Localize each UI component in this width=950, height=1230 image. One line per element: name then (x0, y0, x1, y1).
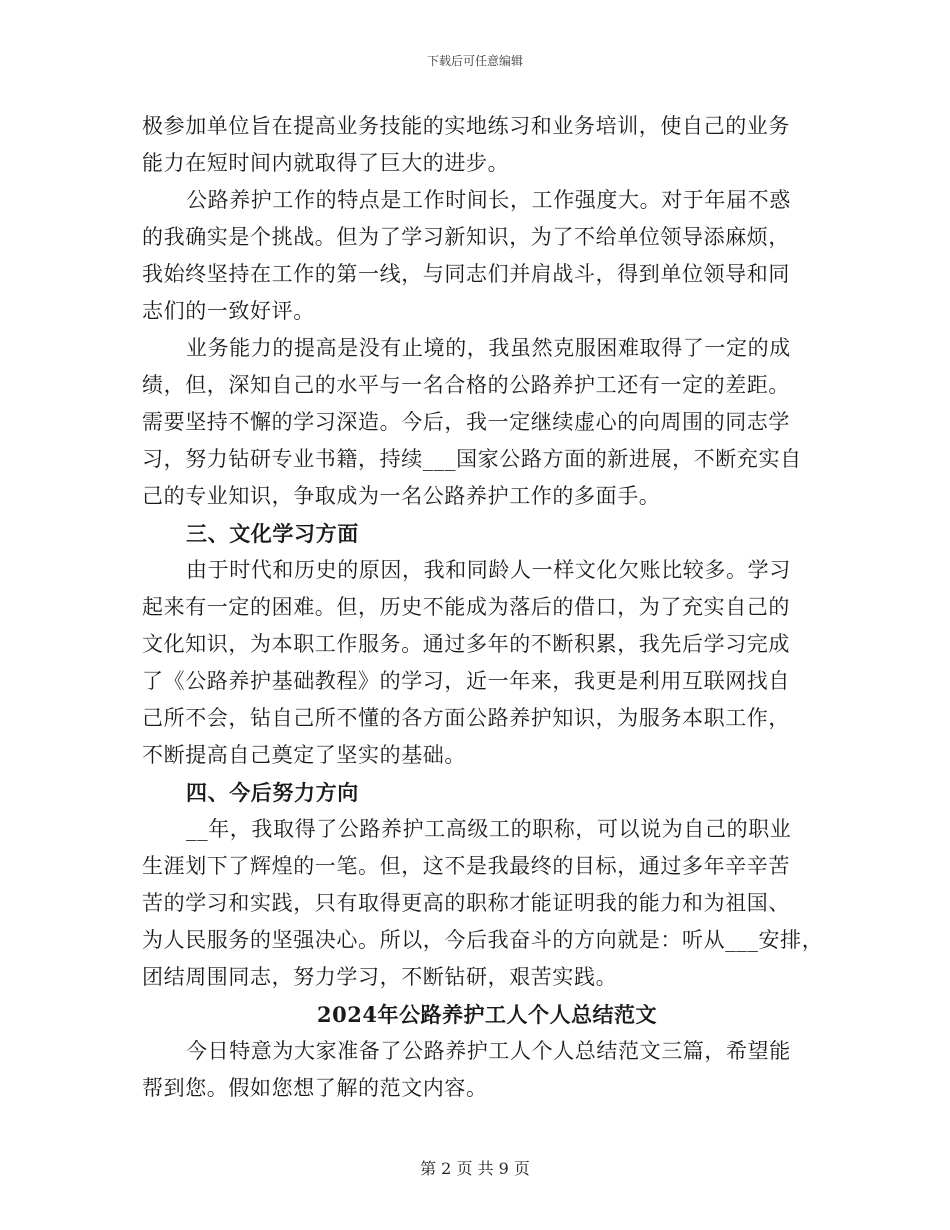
intro-text (142, 1033, 832, 1107)
text-line: 的我确实是个挑战。但为了学习新知识，为了不给单位领导添麻烦， (142, 225, 790, 249)
text-line: 业务能力的提高是没有止境的，我虽然克服困难取得了一定的成 (186, 336, 791, 360)
text-line: 极参加单位旨在提高业务技能的实地练习和业务培训，使自己的业务 (142, 114, 790, 138)
text-line: 今日特意为大家准备了公路养护工人个人总结范文三篇，希望能 (186, 1039, 791, 1063)
text-line: 为人民服务的坚强决心。所以，今后我奋斗的方向就是：听从___安排， (142, 928, 824, 952)
section-heading: 三、文化学习方面 (186, 521, 359, 546)
body-text (142, 108, 832, 996)
section-heading: 四、今后努力方向 (186, 780, 359, 805)
text-line: 生涯划下了辉煌的一笔。但，这不是我最终的目标，通过多年辛辛苦 (142, 854, 790, 878)
text-line: 公路养护工作的特点是工作时间长，工作强度大。对于年届不惑 (186, 188, 791, 212)
text-line: 绩，但，深知自己的水平与一名合格的公路养护工还有一定的差距。 (142, 373, 790, 397)
text-line: 由于时代和历史的原因，我和同龄人一样文化欠账比较多。学习 (186, 558, 791, 582)
page-header: 下载后可任意编辑 (426, 54, 523, 68)
text-line: 了《公路养护基础教程》的学习，近一年来，我更是利用互联网找自 (142, 669, 790, 693)
text-line: 己的专业知识，争取成为一名公路养护工作的多面手。 (142, 484, 661, 508)
text-line: 文化知识，为本职工作服务。通过多年的不断积累，我先后学习完成 (142, 632, 790, 656)
text-line: 习，努力钻研专业书籍，持续___国家公路方面的新进展，不断充实自 (142, 447, 802, 471)
text-line: 起来有一定的困难。但，历史不能成为落后的借口，为了充实自己的 (142, 595, 790, 619)
text-line: 己所不会，钻自己所不懂的各方面公路养护知识，为服务本职工作， (142, 706, 790, 730)
text-line: 能力在短时间内就取得了巨大的进步。 (142, 151, 510, 175)
text-line: __年，我取得了公路养护工高级工的职称，可以说为自己的职业 (186, 817, 792, 841)
page-number: 第 2 页 共 9 页 (420, 1159, 530, 1178)
text-line: 需要坚持不懈的学习深造。今后，我一定继续虚心的向周围的同志学 (142, 410, 790, 434)
text-line: 我始终坚持在工作的第一线，与同志们并肩战斗，得到单位领导和同 (142, 262, 790, 286)
text-line: 团结周围同志，努力学习，不断钻研，艰苦实践。 (142, 965, 618, 989)
text-line: 不断提高自己奠定了坚实的基础。 (142, 743, 466, 767)
text-line: 帮到您。假如您想了解的范文内容。 (142, 1076, 488, 1100)
article-title: 2024年公路养护工人个人总结范文 (317, 1002, 657, 1027)
document-body (142, 108, 832, 1107)
text-line: 苦的学习和实践，只有取得更高的职称才能证明我的能力和为祖国、 (142, 891, 790, 915)
text-line: 志们的一致好评。 (142, 299, 315, 323)
